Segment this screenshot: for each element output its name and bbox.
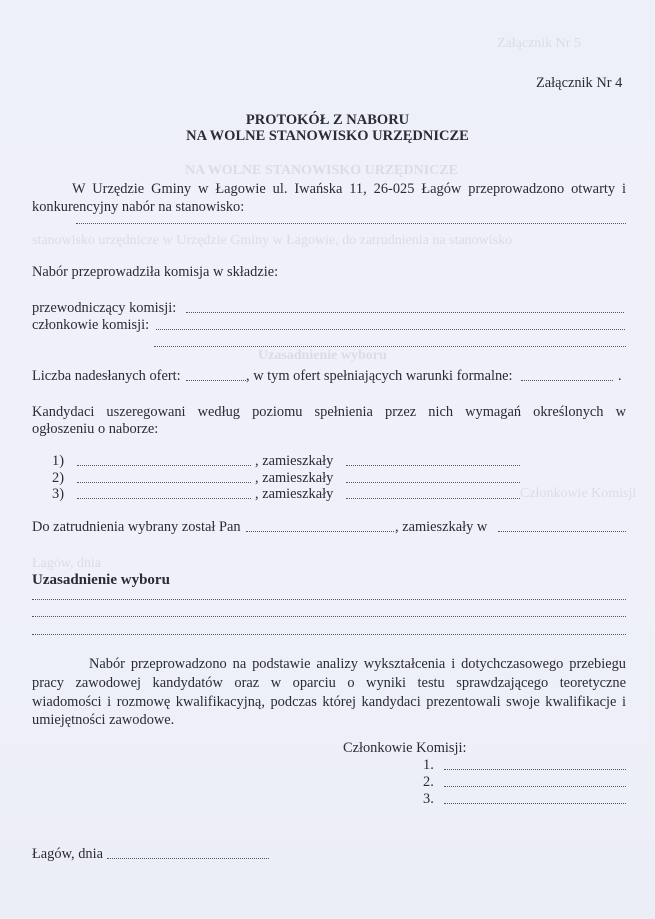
attachment-label: Załącznik Nr 4 <box>536 75 623 91</box>
candidate-residence-field[interactable] <box>346 481 520 483</box>
date-label: Łagów, dnia <box>32 846 103 862</box>
ghost-reason: Uzasadnienie wyboru <box>258 348 387 363</box>
hired-name-field[interactable] <box>246 530 394 532</box>
candidate-residence-field[interactable] <box>346 497 520 499</box>
candidate-name-field[interactable] <box>77 481 251 483</box>
candidates-line2: ogłoszeniu o naborze: <box>32 421 159 437</box>
document-title-line1: PROTOKÓŁ Z NABORU <box>245 112 410 128</box>
intro-line1: W Urzędzie Gminy w Łagowie ul. Iwańska 11, 26-025 Łagów przeprowadzono otwarty i <box>72 181 626 197</box>
committee-heading: Nabór przeprowadziła komisja w składzie: <box>32 264 279 280</box>
offers-label: Liczba nadesłanych ofert: <box>32 368 181 384</box>
chair-label: przewodniczący komisji: <box>32 300 177 316</box>
offers-mid-label: , w tym ofert spełniających warunki formalne: <box>246 368 513 384</box>
hired-label: Do zatrudnienia wybrany został Pan <box>32 519 241 535</box>
offers-end: . <box>618 368 622 384</box>
hired-residence-field[interactable] <box>498 530 626 532</box>
signature-field[interactable] <box>444 785 626 787</box>
ghost-attachment-label: Załącznik Nr 5 <box>497 36 581 51</box>
candidate-number: 1) <box>52 453 64 469</box>
candidate-residence-field[interactable] <box>346 464 520 466</box>
signature-field[interactable] <box>444 802 626 804</box>
candidates-line1: Kandydaci uszeregowani według poziomu spełnienia przez nich wymagań określonych w <box>32 404 626 420</box>
signatures-heading: Członkowie Komisji: <box>343 740 467 756</box>
candidate-residence-label: , zamieszkały <box>255 470 334 486</box>
position-field[interactable] <box>76 222 626 224</box>
members-field-2[interactable] <box>154 345 626 347</box>
members-label: członkowie komisji: <box>32 317 150 333</box>
date-field[interactable] <box>107 857 269 859</box>
candidate-residence-label: , zamieszkały <box>255 453 334 469</box>
basis-line3: wiadomości i rozmowę kwalifikacyjną, podczas której kandydaci prezentowali swoje kwalifikacje i <box>32 694 626 710</box>
members-field-1[interactable] <box>156 328 625 330</box>
intro-line2: konkurencyjny nabór na stanowisko: <box>32 199 245 215</box>
ghost-signature: Członkowie Komisji <box>520 486 637 501</box>
candidate-name-field[interactable] <box>77 497 251 499</box>
candidate-number: 2) <box>52 470 64 486</box>
justification-field-2[interactable] <box>32 615 626 617</box>
ghost-title: NA WOLNE STANOWISKO URZĘDNICZE <box>185 163 458 178</box>
ghost-line: stanowisko urzędnicze w Urzędzie Gminy w Łagowie, do zatrudnienia na stanowisko <box>32 233 513 248</box>
signature-number: 3. <box>423 791 434 807</box>
basis-line1: Nabór przeprowadzono na podstawie analizy wykształcenia i dotychczasowego przebiegu <box>89 656 626 672</box>
chair-field[interactable] <box>186 311 624 313</box>
hired-residence-label: , zamieszkały w <box>395 519 488 535</box>
signature-field[interactable] <box>444 768 626 770</box>
justification-field-1[interactable] <box>32 598 626 600</box>
justification-heading: Uzasadnienie wyboru <box>32 572 170 588</box>
basis-line4: umiejętności zawodowe. <box>32 712 175 728</box>
formal-offers-count-field[interactable] <box>521 379 613 381</box>
basis-line2: pracy zawodowej kandydatów oraz w oparciu o wyniki testu sprawdzającego teoretyczne <box>32 675 626 691</box>
document-title-line2: NA WOLNE STANOWISKO URZĘDNICZE <box>186 128 469 144</box>
ghost-date: Łagów, dnia <box>32 556 102 571</box>
candidate-name-field[interactable] <box>77 464 251 466</box>
candidate-number: 3) <box>52 486 64 502</box>
signature-number: 2. <box>423 774 434 790</box>
candidate-residence-label: , zamieszkały <box>255 486 334 502</box>
justification-field-3[interactable] <box>32 633 626 635</box>
signature-number: 1. <box>423 757 434 773</box>
offers-count-field[interactable] <box>186 379 246 381</box>
